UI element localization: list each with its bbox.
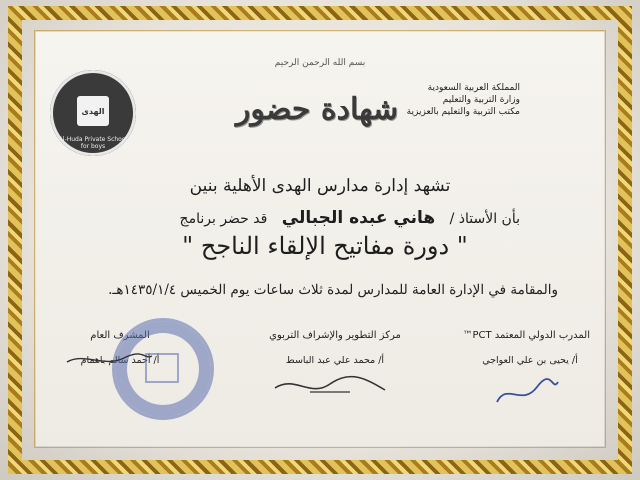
signature-role: مركز التطوير والإشراف التربوي bbox=[269, 330, 401, 341]
signature-name: أ/ أحمد سالم باهمام bbox=[80, 355, 160, 366]
logo-ring-text: Al-Huda Private School for boys bbox=[58, 136, 128, 150]
course-title: " دورة مفاتيح الإلقاء الناجح " bbox=[182, 232, 468, 260]
issuer-header bbox=[370, 82, 520, 118]
handwritten-signature-center bbox=[270, 370, 390, 400]
certificate-title: شهادة حضور bbox=[235, 92, 399, 127]
signature-name: أ/ يحيى بن علي العواجي bbox=[482, 355, 578, 366]
signature-name: أ/ محمد علي عبد الباسط bbox=[285, 355, 385, 366]
logo-center bbox=[77, 96, 109, 126]
attendee-prefix: بأن الأستاذ / bbox=[449, 211, 520, 227]
attendee-line bbox=[140, 208, 520, 228]
attendee-name: هاني عبده الجبالي bbox=[281, 208, 436, 228]
issuer-line-office: مكتب التربية والتعليم بالعزيزية bbox=[406, 107, 520, 117]
attendee-suffix: قد حضر برنامج bbox=[179, 211, 268, 227]
school-logo bbox=[50, 70, 136, 156]
issuer-line-ministry: وزارة التربية والتعليم bbox=[442, 95, 520, 105]
signature-trainer bbox=[462, 330, 590, 366]
signature-center bbox=[260, 330, 410, 366]
handwritten-signature-trainer bbox=[492, 372, 562, 412]
logo-center-text: الهدى bbox=[81, 107, 105, 116]
signature-role: المشرف العام bbox=[90, 330, 150, 341]
basmala: بسم الله الرحمن الرحيم bbox=[274, 58, 366, 68]
signature-role: المدرب الدولي المعتمد PCT™ bbox=[462, 330, 590, 341]
testify-line: تشهد إدارة مدارس الهدى الأهلية بنين bbox=[189, 176, 451, 196]
issuer-line-country: المملكة العربية السعودية bbox=[427, 83, 520, 93]
handwritten-signature-supervisor bbox=[64, 350, 154, 370]
details-line: والمقامة في الإدارة العامة للمدارس لمدة ثلاث ساعات يوم الخميس ١٤٣٥/١/٤هـ. bbox=[108, 282, 558, 298]
